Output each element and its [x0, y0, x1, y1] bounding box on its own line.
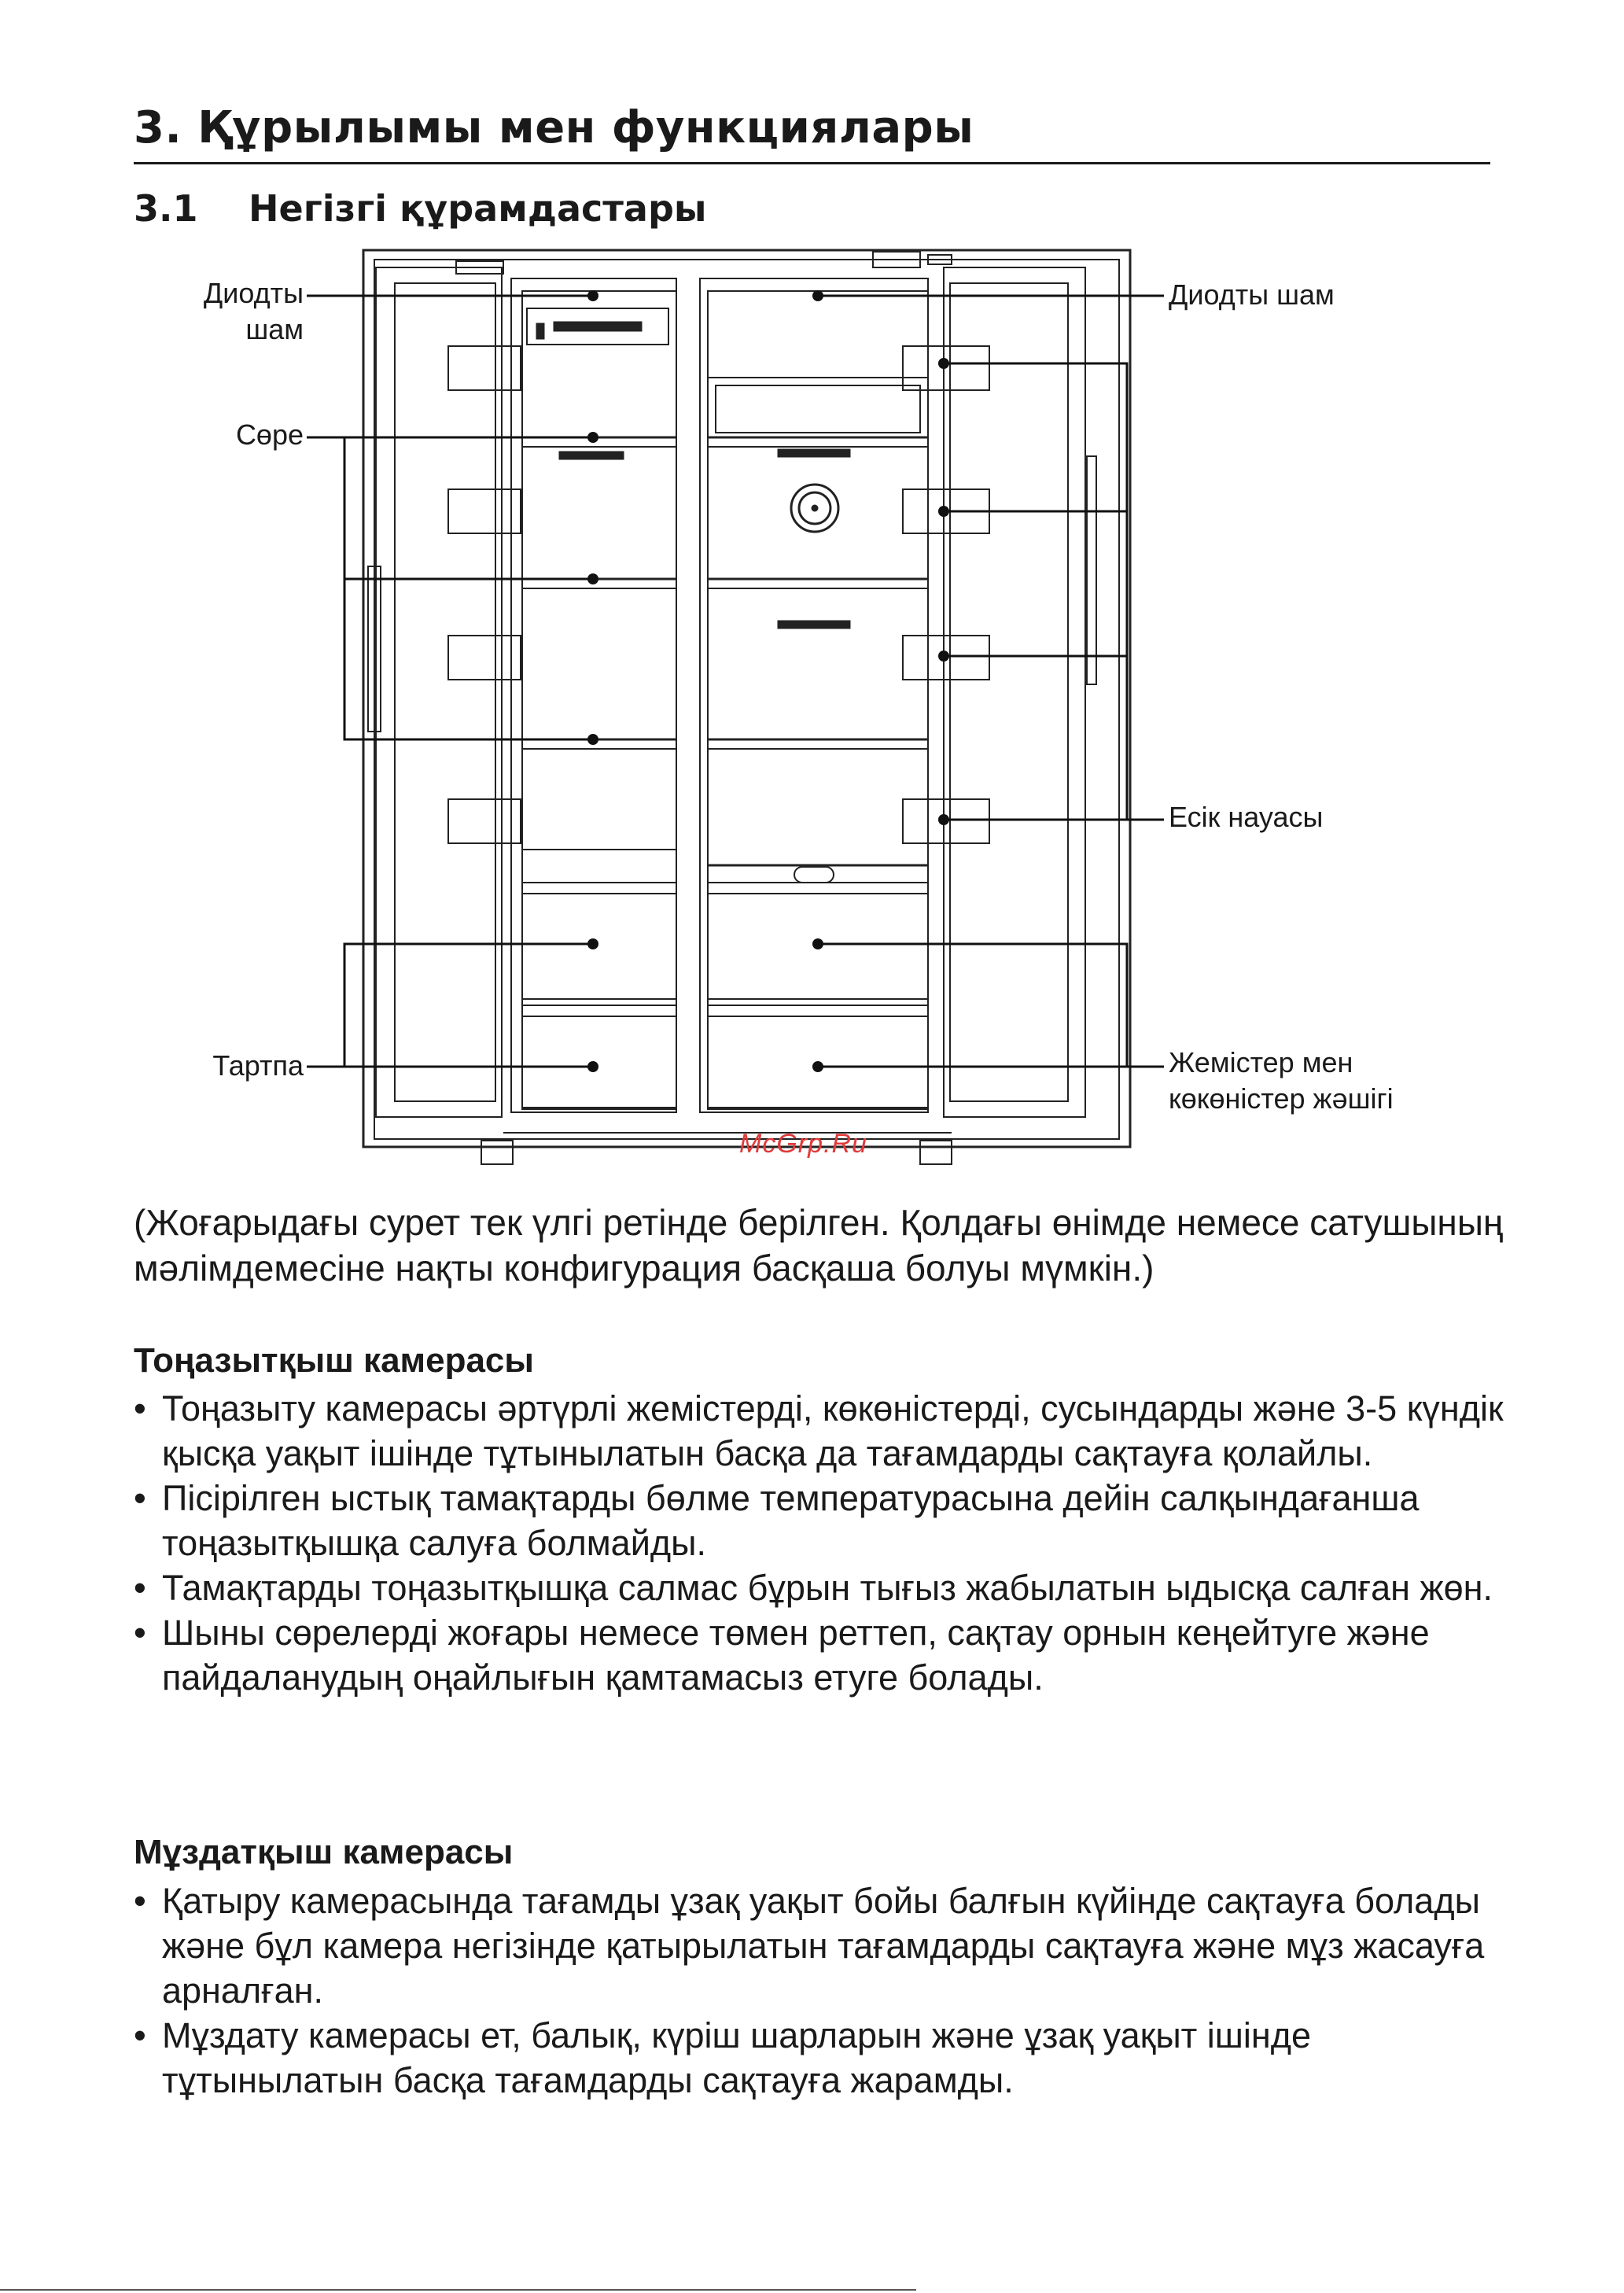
list-item: • Тамақтарды тоңазытқышқа салмас бұрын тығыз жабылатын ыдысқа салған жөн.: [134, 1565, 1518, 1610]
list-item: • Шыны сөрелерді жоғары немесе төмен реттеп, сақтау орнын кеңейтуге және пайдаланудың оңайлығын қамтамасыз етуге болады.: [134, 1610, 1518, 1700]
label-shelf: Сөре: [235, 418, 304, 451]
fridge-compartment: [700, 278, 928, 1112]
label-drawer: Тартпа: [212, 1049, 304, 1082]
fridge-section-title: Тоңазытқыш камерасы: [134, 1341, 534, 1380]
right-door: [944, 267, 1085, 1117]
freezer-drawer-lower: [522, 1005, 676, 1108]
list-item: • Мұздату камерасы ет, балық, күріш шарларын және ұзақ уақыт ішінде тұтынылатын басқа тағамдарды сақтауға жарамды.: [134, 2013, 1518, 2103]
callout-leaders: [307, 296, 1164, 1067]
subsection-title: Негізгі құрамдастары: [249, 187, 707, 230]
list-item: • Тоңазыту камерасы әртүрлі жемістерді, көкөністерді, сусындарды және 3-5 күндік қысқа уақыт ішінде тұтынылатын басқа да тағамдарды сақтауға қолайлы.: [134, 1386, 1518, 1476]
freezer-bullet-list: [134, 1878, 1518, 2103]
freezer-section-title: Мұздатқыш камерасы: [134, 1833, 514, 1871]
page-title: 3. Құрылымы мен функциялары: [134, 102, 974, 153]
image-disclaimer: (Жоғарыдағы сурет тек үлгі ретінде берілген. Қолдағы өнімде немесе сатушының мәлімдемесіне нақты конфигурация басқаша болуы мүмкін.): [134, 1202, 1504, 1288]
fridge-bullet-list: [134, 1386, 1518, 1700]
subsection-number: 3.1: [134, 187, 198, 230]
label-door-tray: Есік науасы: [1169, 801, 1324, 833]
left-door-bin: [448, 346, 521, 390]
label-crisper-drawer: Жемістер мен көкөністер жәшігі: [1169, 1046, 1394, 1115]
list-item: • Пісірілген ыстық тамақтарды бөлме температурасына дейін салқындағанша тоңазытқышқа салуға болмайды.: [134, 1476, 1518, 1565]
callout-dots: [587, 290, 949, 1072]
list-item: • Қатыру камерасында тағамды ұзақ уақыт бойы балғын күйінде сақтауға болады және бұл камера негізінде қатырылатын тағамдарды сақтауға және мұз жасауға арналған.: [134, 1878, 1518, 2013]
label-led-lamp-left: Диодты шам: [203, 277, 304, 345]
freezer-compartment: [511, 278, 676, 1112]
freezer-drawer-upper: [522, 883, 676, 999]
watermark: McGrp.Ru: [739, 1129, 867, 1159]
footer-rule: [0, 2289, 916, 2291]
label-led-lamp-right: Диодты шам: [1169, 278, 1335, 311]
crisper-drawer-lower: [708, 1005, 928, 1108]
